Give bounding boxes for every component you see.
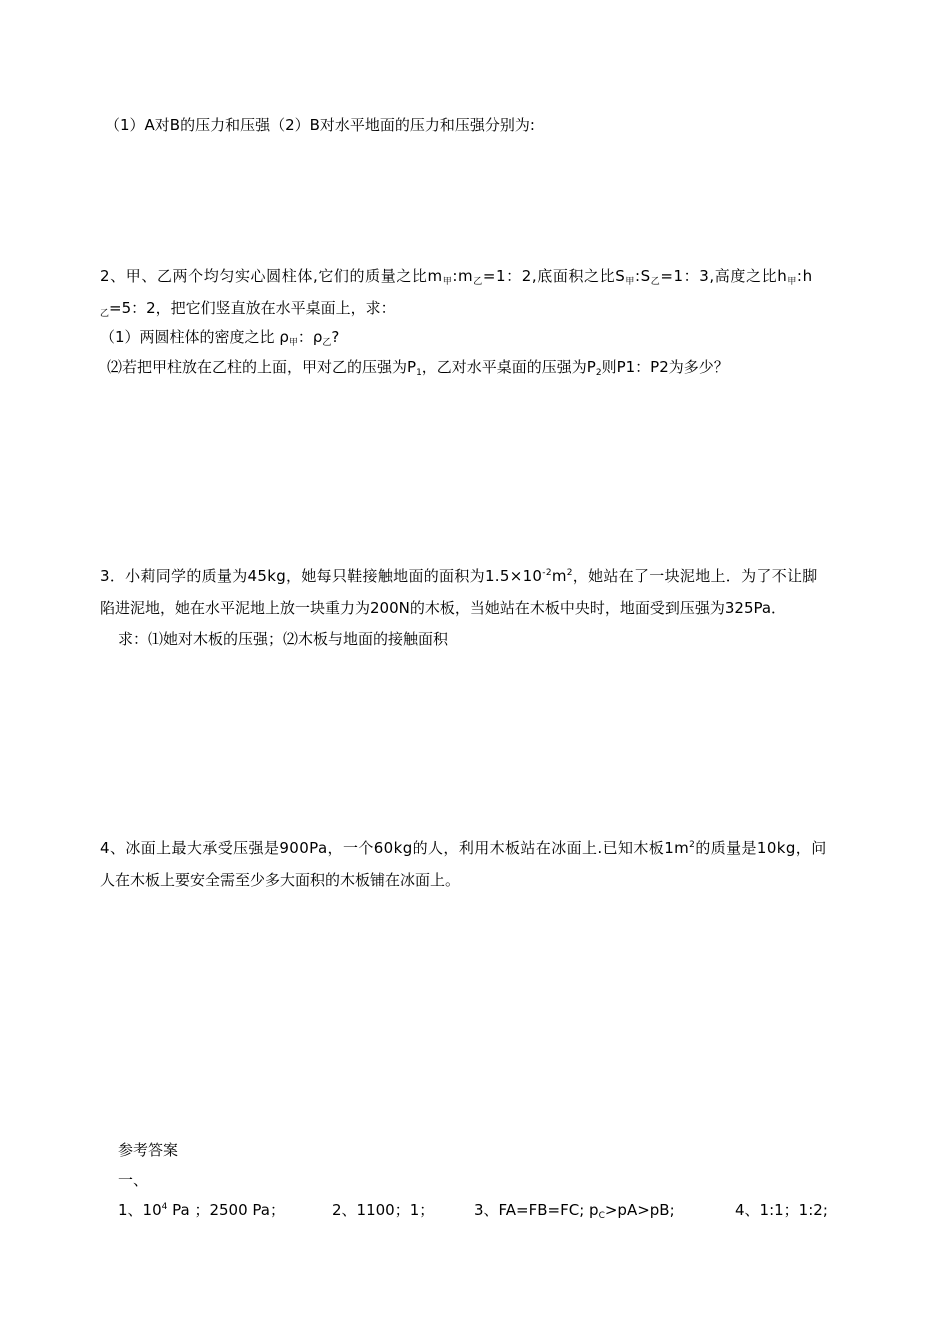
question-1-subparts: （1）A对B的压力和压强（2）B对水平地面的压力和压强分别为: [105, 116, 535, 134]
question-2-line-3 [100, 327, 339, 347]
answer-4: 4、1:1；1:2; [735, 1201, 828, 1219]
q2-subscript: 乙 [650, 277, 661, 287]
q2-subscript: 乙 [473, 277, 483, 287]
q2-text: 2、甲、乙两个均匀实心圆柱体,它们的质量之比m [100, 267, 443, 285]
question-2-line-2 [100, 298, 396, 318]
q2-subscript: 乙 [100, 309, 110, 319]
answer-text: 3、FA=FB=FC; p [474, 1201, 599, 1219]
q2-text: :S [634, 267, 651, 285]
question-2-line-4 [107, 357, 729, 377]
question-2-line-1 [100, 266, 813, 286]
answer-subscript: C [598, 1211, 605, 1221]
answer-text: Pa ；2500 Pa； [167, 1201, 285, 1219]
question-3-line-1 [100, 566, 818, 586]
answer-text: 1、10 [118, 1201, 162, 1219]
q3-text: ，她站在了一块泥地上．为了不让脚 [572, 567, 818, 585]
q2-text: =5：2，把它们竖直放在水平桌面上，求： [109, 299, 396, 317]
q3-text: m [551, 567, 567, 585]
answer-superscript: 4 [161, 1202, 168, 1212]
q2-text: 则P1：P2为多少？ [601, 358, 729, 376]
q2-subscript: 甲 [625, 277, 635, 287]
q2-subscript: 1 [416, 368, 422, 378]
q4-text: 的质量是10kg，问 [695, 839, 827, 857]
answer-text: >pA>pB; [604, 1201, 675, 1219]
q3-text: 3．小莉同学的质量为45kg，她每只鞋接触地面的面积为1.5×10 [100, 567, 543, 585]
q2-text: =1：2,底面积之比S [482, 267, 626, 285]
q3-superscript: -2 [542, 568, 552, 578]
q2-subscript: 2 [595, 368, 602, 378]
question-3-line-2: 陷进泥地，她在水平泥地上放一块重力为200N的木板，当她站在木板中央时，地面受到压强为325Pa． [100, 599, 787, 617]
q2-text: ：ρ [297, 328, 323, 346]
q2-subscript: 甲 [787, 277, 797, 287]
q2-text: :m [452, 267, 474, 285]
q3-superscript: 2 [566, 568, 573, 578]
answer-1 [118, 1200, 285, 1220]
question-4-line-2: 人在木板上要安全需至少多大面积的木板铺在冰面上。 [100, 871, 461, 889]
q2-subscript: 甲 [288, 338, 298, 348]
q2-subscript: 甲 [442, 277, 453, 287]
q2-text: ? [331, 328, 340, 346]
q4-superscript: 2 [689, 840, 696, 850]
q2-text: ，乙对水平桌面的压强为P [421, 358, 596, 376]
answer-2: 2、1100；1； [332, 1201, 435, 1219]
q2-text: （1）两圆柱体的密度之比 ρ [100, 328, 289, 346]
question-4-line-1 [100, 838, 827, 858]
q4-text: 4、冰面上最大承受压强是900Pa，一个60kg的人，利用木板站在冰面上.已知木板1m [100, 839, 690, 857]
q2-subscript: 乙 [322, 338, 332, 348]
answer-3 [474, 1200, 675, 1220]
question-3-line-3: 求：⑴她对木板的压强；⑵木板与地面的接触面积 [118, 630, 449, 648]
answer-section-label: 一、 [118, 1171, 149, 1189]
q2-text: ⑵若把甲柱放在乙柱的上面，甲对乙的压强为P [107, 358, 417, 376]
q2-text: =1：3,高度之比h [660, 267, 788, 285]
q2-text: :h [796, 267, 813, 285]
answer-key-title: 参考答案 [118, 1141, 179, 1159]
